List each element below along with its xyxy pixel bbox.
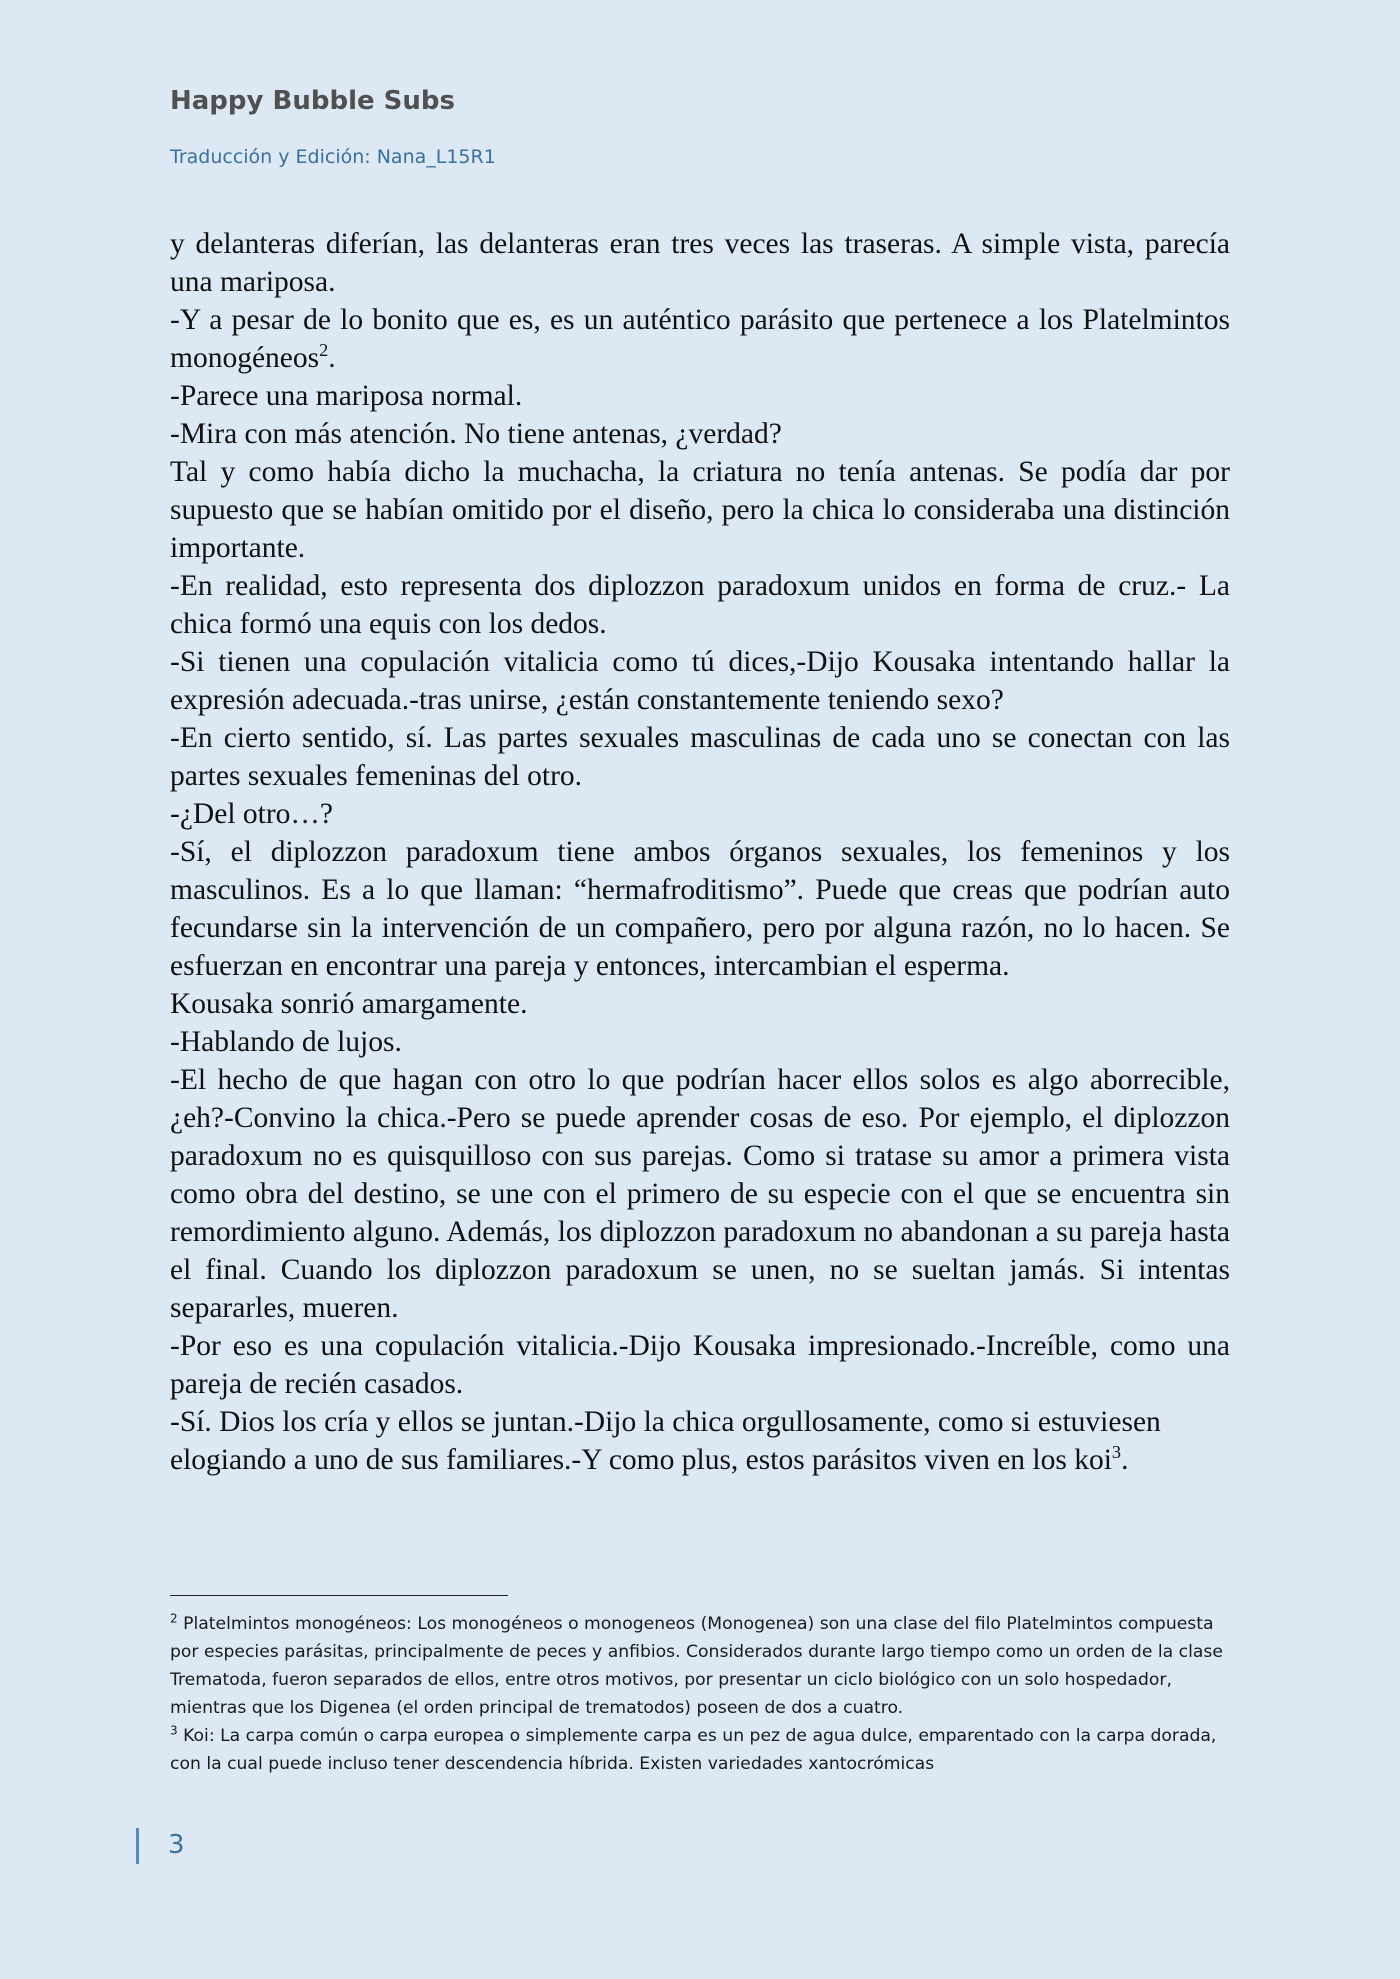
footnote: $^3$ Koi: La carpa común o carpa europea o simplemente carpa es un pez de agua dulce, emparentado con la carpa dorada, con la cual puede incluso tener descendencia híbrida. Existen variedades xantocrómicas bbox=[170, 1723, 1217, 1774]
footnote: $^2$ Platelmintos monogéneos: Los monogéneos o monogeneos (Monogenea) son una clase del filo Platelmintos compuesta por especies parásitas, principalmente de peces y anfibios. Considerados durante largo tiempo como un orden de la clase Trematoda, fueron separados de ellos, entre otros motivos, por presentar un ciclo biológico con un solo hospedador, mientras que los Digenea (el orden principal de trematodos) poseen de dos a cuatro. bbox=[170, 1611, 1223, 1718]
paragraph: Kousaka sonrió amargamente. bbox=[170, 988, 528, 1020]
paragraph: -¿Del otro…? bbox=[170, 798, 333, 830]
paragraph: -Hablando de lujos. bbox=[170, 1026, 402, 1058]
footnote-ref[interactable]: 3 bbox=[1111, 1442, 1122, 1463]
paragraph: -En realidad, esto representa dos diplozzon paradoxum unidos en forma de cruz.- La chica formó una equis con los dedos. bbox=[170, 570, 1230, 640]
header-subtitle: Traducción y Edición: Nana_L15R1 bbox=[170, 146, 496, 168]
paragraph: -Mira con más atención. No tiene antenas, ¿verdad? bbox=[170, 418, 782, 450]
paragraph: -En cierto sentido, sí. Las partes sexuales masculinas de cada uno se conectan con las partes sexuales femeninas del otro. bbox=[170, 722, 1230, 792]
header-title: Happy Bubble Subs bbox=[170, 86, 455, 116]
paragraph: -Y a pesar de lo bonito que es, es un auténtico parásito que pertenece a los Platelmintos monogéneos$^2$. bbox=[170, 304, 1230, 374]
paragraph: -Por eso es una copulación vitalicia.-Dijo Kousaka impresionado.-Increíble, como una pareja de recién casados. bbox=[170, 1330, 1230, 1400]
page-number-bar bbox=[136, 1828, 139, 1864]
paragraph: -El hecho de que hagan con otro lo que podrían hacer ellos solos es algo aborrecible, ¿eh?-Convino la chica.-Pero se puede aprender cosas de eso. Por ejemplo, el diplozzon paradoxum no es quisquilloso con sus parejas. Como si tratase su amor a primera vista como obra del destino, se une con el primero de su especie con el que se encuentra sin remordimiento alguno. Además, los diplozzon paradoxum no abandonan a su pareja hasta el final. Cuando los diplozzon paradoxum se unen, no se sueltan jamás. Si intentas separarles, mueren. bbox=[170, 1064, 1230, 1324]
footnote-ref[interactable]: 2 bbox=[319, 340, 329, 361]
page-number: 3 bbox=[168, 1830, 185, 1860]
paragraph: -Parece una mariposa normal. bbox=[170, 380, 523, 412]
paragraph: -Sí, el diplozzon paradoxum tiene ambos órganos sexuales, los femeninos y los masculinos. Es a lo que llaman: “hermafroditismo”. Puede que creas que podrían auto fecundarse sin la intervención de un compañero, pero por alguna razón, no lo hacen. Se esfuerzan en encontrar una pareja y entonces, intercambian el esperma. bbox=[170, 836, 1230, 982]
paragraph: -Si tienen una copulación vitalicia como tú dices,-Dijo Kousaka intentando hallar la expresión adecuada.-tras unirse, ¿están constantemente teniendo sexo? bbox=[170, 646, 1230, 716]
paragraph: Tal y como había dicho la muchacha, la criatura no tenía antenas. Se podía dar por supuesto que se habían omitido por el diseño, pero la chica lo consideraba una distinción importante. bbox=[170, 456, 1230, 564]
footnote-separator bbox=[170, 1595, 508, 1596]
footnote-mark: 3 bbox=[170, 1723, 178, 1738]
footnotes bbox=[170, 1610, 1230, 1778]
body-text bbox=[170, 225, 1230, 1479]
paragraph: -Sí. Dios los cría y ellos se juntan.-Dijo la chica orgullosamente, como si estuviesen elogiando a uno de sus familiares.-Y como plus, estos parásitos viven en los koi$^3$. bbox=[170, 1406, 1161, 1476]
paragraph: y delanteras diferían, las delanteras eran tres veces las traseras. A simple vista, parecía una mariposa. bbox=[170, 228, 1230, 298]
footnote-mark: 2 bbox=[170, 1611, 178, 1626]
